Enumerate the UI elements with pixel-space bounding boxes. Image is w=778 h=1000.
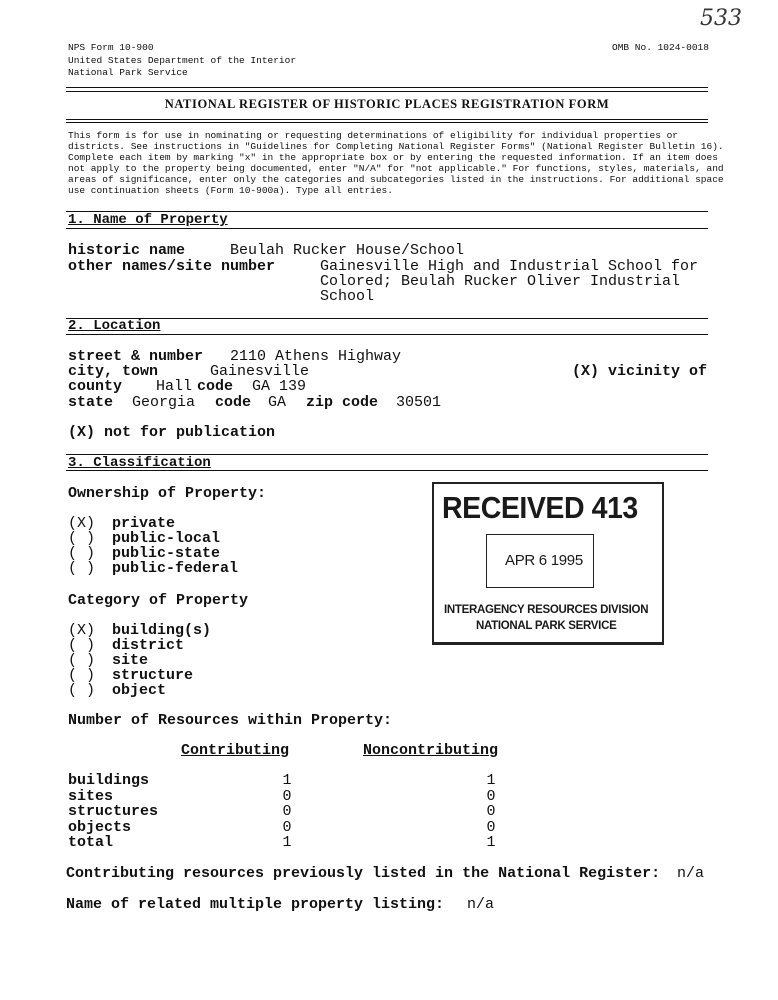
form-title: NATIONAL REGISTER OF HISTORIC PLACES REGISTRATION FORM (164, 97, 610, 111)
section3-heading: 3. Classification (68, 455, 211, 471)
received-stamp (432, 482, 664, 645)
state-code-label: code (215, 394, 252, 411)
stamp-service: NATIONAL PARK SERVICE (476, 620, 617, 632)
city-value: Gainesville (210, 363, 310, 380)
option-label: district (112, 637, 185, 654)
section3-rule-bottom (66, 470, 708, 471)
checkbox-mark: ( ) (68, 682, 96, 699)
list-item (68, 516, 238, 531)
county-label: county (68, 378, 123, 395)
other-names-value: Gainesville High and Industrial School for (320, 258, 699, 275)
state-value: Georgia (132, 394, 196, 411)
instructions (68, 130, 724, 196)
table-row (68, 835, 508, 851)
section2-rule-bottom (66, 334, 708, 335)
title-rule-bottom-2 (66, 122, 708, 123)
category-list (68, 623, 211, 698)
handwritten-page-number: 533 (700, 6, 742, 31)
option-label: site (112, 652, 149, 669)
form-id: NPS Form 10-900 (68, 42, 154, 53)
instruction-line: use continuation sheets (Form 10-900a). Type all entries. (68, 185, 393, 196)
option-label: structure (112, 667, 194, 684)
other-names-value: School (320, 288, 375, 305)
stamp-division: INTERAGENCY RESOURCES DIVISION (444, 604, 649, 616)
row-label: sites (68, 787, 114, 805)
option-label: building(s) (112, 622, 212, 639)
ownership-list (68, 516, 238, 576)
noncontributing-value: 1 (486, 772, 496, 789)
city-label: city, town (68, 363, 159, 380)
row-label: total (68, 834, 114, 851)
state-code-value: GA (268, 394, 287, 411)
row-label: buildings (68, 772, 150, 789)
option-label: object (112, 682, 167, 699)
header-rule-top (66, 87, 708, 88)
table-row (68, 804, 508, 820)
table-row (68, 789, 508, 805)
list-item (68, 531, 238, 546)
row-label: structures (68, 803, 159, 820)
instruction-line: Complete each item by marking "x" in the appropriate box or by entering the requested information. If an item does (68, 152, 718, 163)
county-value: Hall (156, 378, 193, 395)
checkbox-mark: (X) (68, 515, 96, 532)
other-names-label: other names/site number (68, 258, 276, 275)
checkbox-mark: (X) (68, 622, 96, 639)
previously-listed-value: n/a (677, 865, 705, 882)
county-code-label: code (197, 378, 234, 395)
section1-heading: 1. Name of Property (68, 212, 228, 228)
contributing-value: 0 (282, 803, 292, 820)
instruction-line: not apply to the property being documented, enter "N/A" for "not applicable." For functions, styles, materials, and (68, 163, 724, 174)
list-item (68, 561, 238, 576)
other-names-value: Colored; Beulah Rucker Oliver Industrial (320, 273, 681, 290)
option-label: public-federal (112, 560, 239, 577)
contributing-value: 1 (282, 772, 292, 789)
checkbox-mark: ( ) (68, 545, 96, 562)
stamp-received-text: RECEIVED 413 (442, 490, 638, 525)
stamp-date-box (486, 534, 594, 588)
table-row (68, 773, 508, 789)
option-label: public-local (112, 530, 221, 547)
previously-listed-label: Contributing resources previously listed in the National Register: (66, 865, 661, 882)
checkbox-mark: ( ) (68, 530, 96, 547)
historic-name-value: Beulah Rucker House/School (230, 242, 465, 259)
service: National Park Service (68, 67, 188, 78)
zip-value: 30501 (396, 394, 442, 411)
noncontributing-column-header: Noncontributing (363, 742, 499, 759)
contributing-column-header: Contributing (181, 742, 290, 759)
stamp-date: APR 6 1995 (505, 552, 583, 569)
option-label: public-state (112, 545, 221, 562)
section2-heading: 2. Location (68, 318, 161, 334)
noncontributing-value: 0 (486, 803, 496, 820)
historic-name-label: historic name (68, 242, 186, 259)
contributing-value: 1 (282, 834, 292, 851)
list-item (68, 623, 211, 638)
section2-rule-top (66, 318, 708, 319)
zip-label: zip code (306, 394, 379, 411)
county-code-value: GA 139 (252, 378, 307, 395)
list-item (68, 546, 238, 561)
instruction-line: This form is for use in nominating or requesting determinations of eligibility for individual properties or (68, 130, 678, 141)
list-item (68, 683, 211, 698)
multiple-listing-value: n/a (467, 896, 495, 913)
row-label: objects (68, 818, 132, 836)
checkbox-mark: ( ) (68, 637, 96, 654)
resources-table (68, 773, 508, 851)
list-item (68, 638, 211, 653)
ownership-heading: Ownership of Property: (68, 485, 267, 502)
multiple-listing-label: Name of related multiple property listing: (66, 896, 445, 913)
checkbox-mark: ( ) (68, 652, 96, 669)
list-item (68, 668, 211, 683)
street-label: street & number (68, 348, 204, 365)
title-rule-bottom (66, 119, 708, 120)
contributing-value: 0 (282, 787, 292, 805)
table-row (68, 820, 508, 836)
omb-number: OMB No. 1024-0018 (612, 42, 709, 53)
noncontributing-value: 1 (486, 834, 496, 851)
resources-heading: Number of Resources within Property: (68, 712, 393, 729)
department: United States Department of the Interior (68, 55, 297, 66)
checkbox-mark: ( ) (68, 560, 96, 577)
street-value: 2110 Athens Highway (230, 348, 402, 365)
state-label: state (68, 394, 114, 411)
noncontributing-value: 0 (486, 818, 496, 836)
not-for-publication: (X) not for publication (68, 424, 276, 441)
instruction-line: districts. See instructions in "Guidelines for Completing National Register Forms" (National Register Bulletin 16). (68, 141, 724, 152)
section1-rule-bottom (66, 228, 708, 229)
vicinity-label: (X) vicinity of (572, 363, 708, 380)
instruction-line: areas of significance, enter only the categories and subcategories listed in the instructions. For additional space (68, 174, 724, 185)
checkbox-mark: ( ) (68, 667, 96, 684)
list-item (68, 653, 211, 668)
option-label: private (112, 515, 176, 532)
header-rule-top-2 (66, 91, 708, 92)
category-heading: Category of Property (68, 592, 249, 609)
contributing-value: 0 (282, 818, 292, 836)
noncontributing-value: 0 (486, 787, 496, 805)
